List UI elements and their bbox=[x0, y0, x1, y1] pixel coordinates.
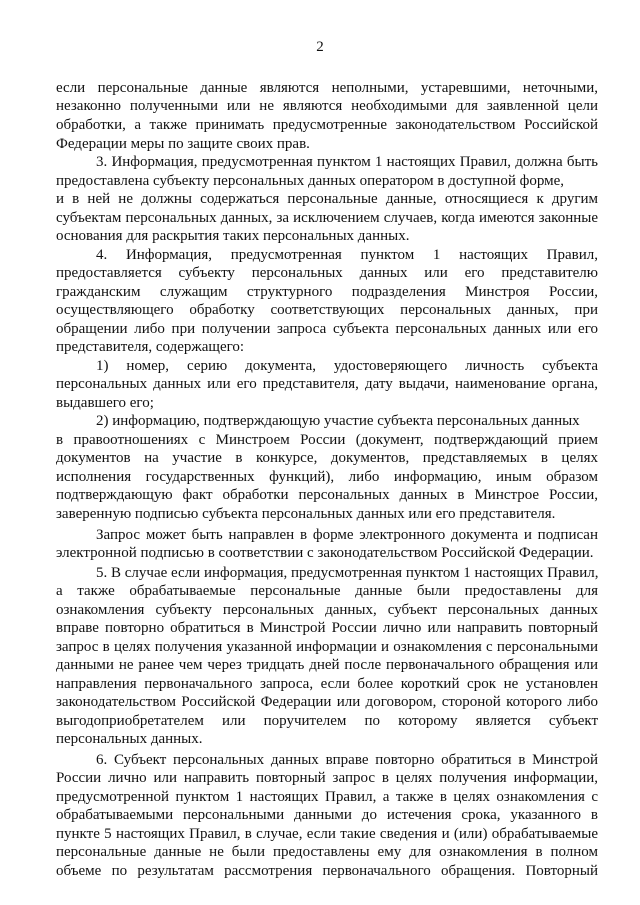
text-line: обращении либо при получении запроса субъекта персональных данных или его bbox=[56, 321, 598, 337]
text-line: если персональные данные являются неполными, устаревшими, неточными, bbox=[56, 80, 598, 96]
text-line: законодательством Российской Федерации или договором, стороной которого либо bbox=[56, 694, 598, 710]
text-line: документов на участие в конкурсе, документов, представляемых в целях bbox=[56, 450, 598, 466]
text-line: в правоотношениях с Минстроем России (документ, подтверждающий прием bbox=[56, 432, 598, 448]
text-line: данными не ранее чем через тридцать дней после первоначального обращения или bbox=[56, 657, 598, 673]
text-line: исполнения государственных функций), либо информацию, иным образом bbox=[56, 469, 598, 485]
page-number: 2 bbox=[316, 39, 324, 55]
text-line: представителя, содержащего: bbox=[56, 339, 245, 355]
text-line: 6. Субъект персональных данных вправе повторно обратиться в Минстрой bbox=[96, 752, 598, 768]
text-line: персональные данные не были предоставлены ему для ознакомления в полном bbox=[56, 844, 598, 860]
text-line: 2) информацию, подтверждающую участие субъекта персональных данных bbox=[96, 413, 580, 429]
text-line: основания для раскрытия таких персональных данных. bbox=[56, 228, 410, 244]
text-line: ознакомления субъекту персональных данных, субъект персональных данных bbox=[56, 602, 598, 618]
text-line: электронной подписью в соответствии с законодательством Российской Федерации. bbox=[56, 545, 594, 561]
text-line: России лично или направить повторный запрос в целях получения информации, bbox=[56, 770, 598, 786]
text-line: вправе повторно обратиться в Минстрой России лично или направить повторный bbox=[56, 620, 598, 636]
text-line: предусмотренной пунктом 1 настоящих Правил, а также в целях ознакомления с bbox=[56, 789, 598, 805]
text-line: субъектам персональных данных, за исключением случаев, когда имеются законные bbox=[56, 210, 598, 226]
text-line: заверенную подписью субъекта персональных данных или его представителя. bbox=[56, 506, 556, 522]
text-line: запрос в целях получения указанной информации и ознакомления с персональными bbox=[56, 639, 598, 655]
text-line: предоставлена субъекту персональных данных оператором в доступной форме, bbox=[56, 173, 565, 189]
text-line: обработки, а также принимать предусмотренные законодательством Российской bbox=[56, 117, 598, 133]
text-line: выгодоприобретателем или поручителем по которому является субъект bbox=[56, 713, 598, 729]
text-line: пункте 5 настоящих Правил, в случае, если такие сведения и (или) обрабатываемые bbox=[56, 826, 598, 842]
text-line: персональных данных. bbox=[56, 731, 203, 747]
text-line: 1) номер, серию документа, удостоверяющего личность субъекта bbox=[96, 358, 598, 374]
text-line: осуществляющего обработку соответствующих персональных данных, при bbox=[56, 302, 598, 318]
text-line: персональных данных или его представителя, дату выдачи, наименование органа, bbox=[56, 376, 598, 392]
text-line: 3. Информация, предусмотренная пунктом 1 настоящих Правил, должна быть bbox=[96, 154, 598, 170]
text-line: подтверждающую факт обработки персональных данных в Минстрое России, bbox=[56, 487, 598, 503]
text-line: незаконно полученными или не являются необходимыми для заявленной цели bbox=[56, 98, 598, 114]
text-line: Запрос может быть направлен в форме электронного документа и подписан bbox=[96, 527, 598, 543]
text-line: выдавшего его; bbox=[56, 395, 154, 411]
text-line: Федерации меры по защите своих прав. bbox=[56, 136, 310, 152]
text-line: а также обрабатываемые персональные данные были предоставлены для bbox=[56, 583, 598, 599]
text-line: 4. Информация, предусмотренная пунктом 1 настоящих Правил, bbox=[96, 247, 598, 263]
text-line: направления первоначального запроса, если более короткий срок не установлен bbox=[56, 676, 598, 692]
text-line: гражданским служащим структурного подразделения Минстроя России, bbox=[56, 284, 598, 300]
text-line: предоставляется субъекту персональных данных или его представителю bbox=[56, 265, 598, 281]
text-line: 5. В случае если информация, предусмотренная пунктом 1 настоящих Правил, bbox=[96, 565, 599, 581]
text-line: и в ней не должны содержаться персональные данные, относящиеся к другим bbox=[56, 191, 598, 207]
text-line: обрабатываемыми персональными данными до истечения срока, указанного в bbox=[56, 807, 598, 823]
text-line: объеме по результатам рассмотрения первоначального обращения. Повторный bbox=[56, 863, 598, 879]
